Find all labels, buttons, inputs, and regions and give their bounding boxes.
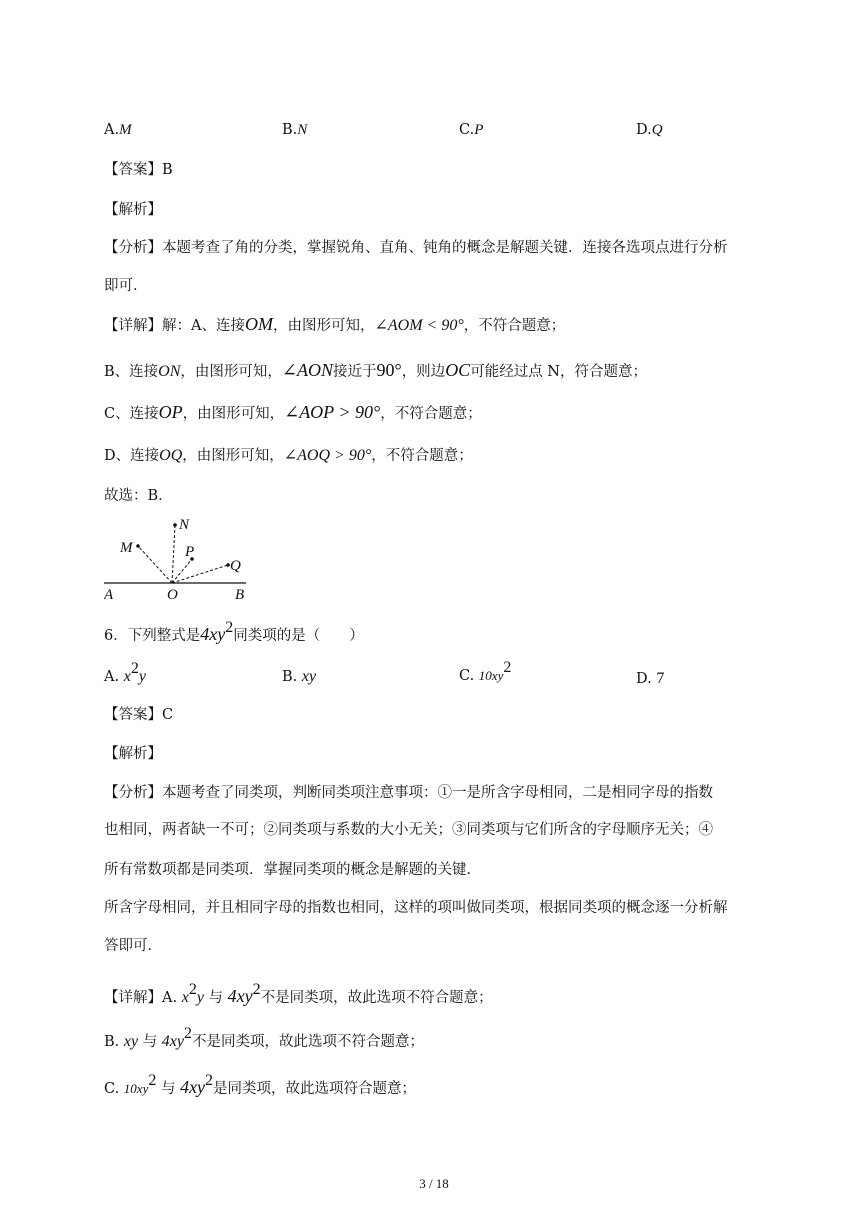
analysis-title: 【解析】 <box>104 746 162 762</box>
option-c: C. $10xy^2$ <box>459 659 512 684</box>
label-m: M <box>120 540 133 556</box>
answer: 【答案】B <box>104 162 173 178</box>
label-b: B <box>235 587 245 603</box>
option-a: A.M <box>104 122 132 138</box>
option-a: A. $x^2y$ <box>104 660 146 685</box>
point-n <box>173 523 177 527</box>
analysis-text: 【分析】本题考查了同类项，判断同类项注意事项：①一是所含字母相同，二是相同字母的指数 <box>104 785 713 801</box>
label-o: O <box>167 587 178 603</box>
option-b: B.N <box>282 122 308 138</box>
point-m <box>136 544 140 548</box>
option-d: D. 7 <box>636 670 665 687</box>
detail-line-d: D、连接OQ，由图形可知，∠AOQ > 90°，不符合题意； <box>104 447 473 464</box>
ray-om <box>138 546 172 583</box>
answer: 【答案】C <box>104 707 174 723</box>
detail-line-a: 【详解】解：A、连接OM，由图形可知，∠AOM < 90°，不符合题意； <box>104 314 566 334</box>
ray-on <box>172 525 175 583</box>
detail-line-a: 【详解】A. $x^2y$ 与 $4xy^2$不是同类项，故此选项不符合题意； <box>104 981 493 1006</box>
option-b: B. xy <box>282 668 317 685</box>
detail-line-b: B、连接ON，由图形可知，∠AON接近于90°，则边OC可能经过点 N，符合题意； <box>104 360 647 380</box>
analysis-text: 即可． <box>104 278 148 294</box>
analysis-text: 也相同，两者缺一不可；②同类项与系数的大小无关；③同类项与它们所含的字母顺序无关；④ <box>104 822 713 838</box>
analysis-text: 答即可． <box>104 938 162 954</box>
label-a: A <box>104 587 114 603</box>
analysis-text: 所含字母相同，并且相同字母的指数也相同，这样的项叫做同类项，根据同类项的概念逐一分析解 <box>104 900 728 916</box>
analysis-text: 【分析】本题考查了角的分类，掌握锐角、直角、钝角的概念是解题关键．连接各选项点进行分析 <box>104 240 728 256</box>
label-n: N <box>179 517 190 533</box>
detail-line-c: C. $10xy^2$ 与 $4xy^2$是同类项，故此选项符合题意； <box>104 1072 417 1097</box>
conclusion: 故选：B． <box>104 488 173 504</box>
option-d: D.Q <box>636 122 663 138</box>
angle-figure <box>104 512 264 604</box>
detail-line-b: B. xy 与 $4xy^2$不是同类项，故此选项不符合题意； <box>104 1025 424 1050</box>
detail-line-c: C、连接OP，由图形可知，∠AOP > 90°，不符合题意； <box>104 402 482 422</box>
analysis-text: 所有常数项都是同类项．掌握同类项的概念是解题的关键． <box>104 862 481 878</box>
page-number: 3 / 18 <box>419 1176 449 1191</box>
label-p: P <box>185 544 195 560</box>
label-q: Q <box>230 558 241 574</box>
option-c: C.P <box>459 122 484 138</box>
ray-oq <box>172 565 228 583</box>
analysis-title: 【解析】 <box>104 202 162 218</box>
question-6-stem: 6．下列整式是$4xy^2$同类项的是（ ） <box>104 619 364 644</box>
